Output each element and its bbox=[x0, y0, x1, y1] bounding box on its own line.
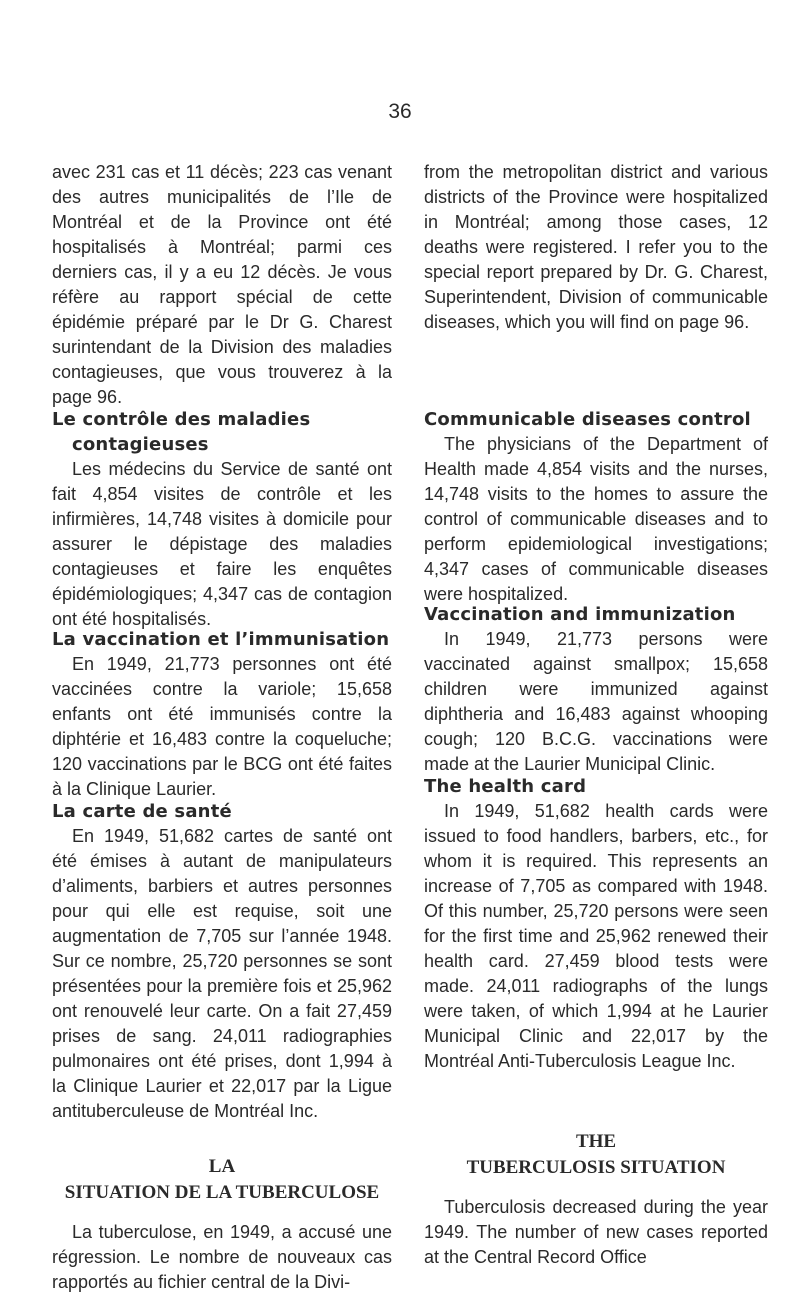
page-number: 36 bbox=[388, 100, 412, 123]
right-section4-title-line1: THE bbox=[575, 1131, 617, 1152]
left-intro-paragraph: avec 231 cas et 11 décès; 223 cas venant des autres municipalités de l’Ile de Montréal et de la Province ont été hospitalisés à Montréal; parmi ces derniers cas, il y a eu 12 décès. Je vous réfère au rapport spécial de cette épidémie préparé par le Dr G. Charest surintendant de la Division des maladies contagieuses, que vous trouverez à la page 96. bbox=[52, 162, 392, 407]
right-section2-heading: Vaccination and immunization bbox=[424, 604, 736, 625]
right-section3-heading: The health card bbox=[424, 776, 587, 797]
left-section3-heading: La carte de santé bbox=[52, 801, 232, 822]
right-column-english bbox=[424, 160, 768, 1270]
right-section4-body: Tuberculosis decreased during the year 1949. The number of new cases reported at the Central Record Office bbox=[424, 1197, 768, 1267]
left-section4-body: La tuberculose, en 1949, a accusé une régression. Le nombre de nouveaux cas rapportés au fichier central de la Divi- bbox=[52, 1222, 392, 1292]
left-section2-heading: La vaccination et l’immunisation bbox=[52, 629, 390, 650]
left-section4-title-line1: LA bbox=[208, 1156, 236, 1177]
left-section4-title-line2: SITUATION DE LA TUBERCULOSE bbox=[64, 1182, 380, 1203]
right-section1-heading: Communicable diseases control bbox=[424, 409, 751, 430]
left-section1-heading-line2: contagieuses bbox=[72, 434, 209, 455]
left-section3-body: En 1949, 51,682 cartes de santé ont été émises à autant de manipulateurs d’aliments, barbiers et autres personnes pour qui elle est requise, soit une augmentation de 7,705 sur l’année 1948. Sur ce nombre, 25,720 personnes se sont présentées pour la première fois et 25,962 ont renouvelé leur carte. On a fait 27,459 prises de sang. 24,011 radiographies pulmonaires ont été prises, dont 1,994 à la Clinique Laurier et 22,017 par la Ligue antituberculeuse de Montréal Inc. bbox=[52, 826, 392, 1121]
right-intro-paragraph: from the metropolitan district and various districts of the Province were hospitalized in Montréal; among those cases, 12 deaths were registered. I refer you to the special report prepared by Dr. G. Charest, Superintendent, Division of communicable diseases, which you will find on page 96. bbox=[424, 162, 768, 332]
left-section1-body: Les médecins du Service de santé ont fait 4,854 visites de contrôle et les infirmières, 14,748 visites à domicile pour assurer le dépistage des maladies contagieuses et faire les enquêtes épidémiologiques; 4,347 cas de contagion ont été hospitalisés. bbox=[52, 459, 392, 629]
right-section4-title-line2: TUBERCULOSIS SITUATION bbox=[466, 1157, 726, 1178]
right-section2-body: In 1949, 21,773 persons were vaccinated against smallpox; 15,658 children were immunized against diphtheria and 16,483 against whooping cough; 120 B.C.G. vaccinations were made at the Laurier Municipal Clinic. bbox=[424, 629, 768, 774]
left-column-french bbox=[52, 160, 392, 1295]
right-section1-body: The physicians of the Department of Health made 4,854 visits and the nurses, 14,748 visits to the homes to assure the control of communicable diseases and to perform epidemiological investigations; 4,347 cases of communicable diseases were hospitalized. bbox=[424, 434, 768, 604]
left-section1-heading-line1: Le contrôle des maladies bbox=[52, 409, 311, 430]
right-section3-body: In 1949, 51,682 health cards were issued to food handlers, barbers, etc., for whom it is required. This represents an increase of 7,705 as compared with 1948. Of this number, 25,720 persons were seen for the first time and 25,962 renewed their health card. 27,459 blood tests were made. 24,011 radiographs of the lungs were taken, of which 1,994 at he Laurier Municipal Clinic and 22,017 by the Montréal Anti-Tuberculosis League Inc. bbox=[424, 801, 768, 1071]
left-section2-body: En 1949, 21,773 personnes ont été vaccinées contre la variole; 15,658 enfants ont été immunisés contre la diphtérie et 16,483 contre la coqueluche; 120 vaccinations par le BCG ont été faites à la Clinique Laurier. bbox=[52, 654, 392, 799]
